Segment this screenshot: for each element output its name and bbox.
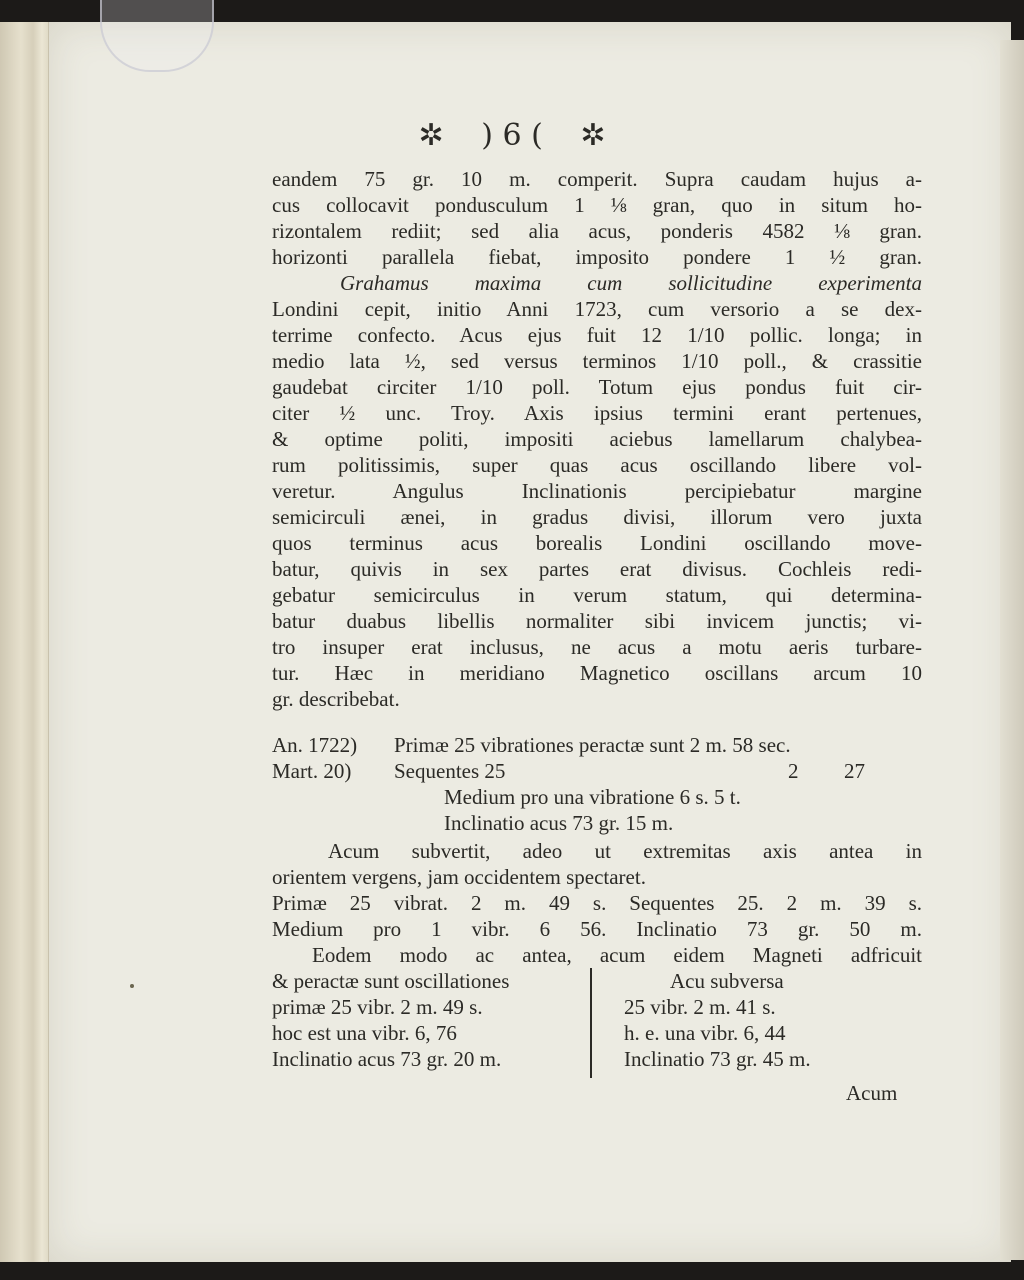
table-left-cell: hoc est una vibr. 6, 76 (272, 1021, 457, 1045)
table-left-cell: Inclinatio acus 73 gr. 20 m. (272, 1047, 502, 1071)
text-line: Eodem modo ac antea, acum eidem Magneti adfricuit (312, 943, 922, 967)
text-line: batur duabus libellis normaliter sibi invicem junctis; vi- (272, 609, 922, 633)
page-number: ) 6 ( (481, 118, 543, 153)
table-right-cell: Inclinatio 73 gr. 45 m. (624, 1047, 811, 1071)
table-right-cell: h. e. una vibr. 6, 44 (624, 1021, 786, 1045)
body-text (272, 166, 922, 726)
text-line: quos terminus acus borealis Londini oscillando move- (272, 531, 922, 555)
obs-row-2-min: 2 (788, 759, 799, 783)
text-line: citer ½ unc. Troy. Axis ipsius termini erant pertenues, (272, 401, 922, 425)
comparison-table (272, 968, 922, 1078)
obs-row-2-sec: 27 (844, 759, 865, 783)
right-page-edge (1000, 40, 1024, 1260)
text-line: medio lata ½, sed versus terminos 1/10 poll., & crassitie (272, 349, 922, 373)
text-line: veretur. Angulus Inclinationis percipiebatur margine (272, 479, 922, 503)
table-divider (590, 968, 592, 1078)
table-right-cell: 25 vibr. 2 m. 41 s. (624, 995, 776, 1019)
text-line: Acum subvertit, adeo ut extremitas axis antea in (328, 839, 922, 863)
text-line: semicirculi ænei, in gradus divisi, illorum vero juxta (272, 505, 922, 529)
catchword: Acum (846, 1081, 898, 1105)
text-line: Medium pro 1 vibr. 6 56. Inclinatio 73 gr. 50 m. (272, 917, 922, 941)
ornament-left: ✲ (418, 118, 444, 153)
obs-left-label: An. 1722) (272, 733, 358, 757)
table-left-cell: primæ 25 vibr. 2 m. 49 s. (272, 995, 483, 1019)
table-left-cell: & peractæ sunt oscillationes (272, 969, 510, 993)
paper-speck (130, 984, 134, 988)
text-line: rum politissimis, super quas acus oscillando libere vol- (272, 453, 922, 477)
text-line: horizonti parallela fiebat, imposito pondere 1 ½ gran. (272, 245, 922, 269)
text-line: tro insuper erat inclusus, ne acus a motu aeris turbare- (272, 635, 922, 659)
text-line: gaudebat circiter 1/10 poll. Totum ejus pondus fuit cir- (272, 375, 922, 399)
catchword-area (272, 1080, 922, 1106)
obs-row-1: Primæ 25 vibrationes peractæ sunt 2 m. 58 sec. (394, 733, 791, 757)
text-line: batur, quivis in sex partes erat divisus. Cochleis redi- (272, 557, 922, 581)
text-line: Grahamus maxima cum sollicitudine experimenta (340, 271, 922, 295)
text-line: & optime politi, impositi aciebus lamellarum chalybea- (272, 427, 922, 451)
table-right-cell: Acu subversa (670, 969, 784, 993)
obs-row-3: Medium pro una vibratione 6 s. 5 t. (444, 785, 741, 809)
obs-left-label: Mart. 20) (272, 759, 352, 783)
ornament-right: ✲ (580, 118, 606, 153)
text-line: terrime confecto. Acus ejus fuit 12 1/10 pollic. longa; in (272, 323, 922, 347)
text-line: rizontalem rediit; sed alia acus, ponderis 4582 ⅛ gran. (272, 219, 922, 243)
text-line: gebatur semicirculus in verum statum, qui determina- (272, 583, 922, 607)
text-line: Primæ 25 vibrat. 2 m. 49 s. Sequentes 25. 2 m. 39 s. (272, 891, 922, 915)
text-line: Londini cepit, initio Anni 1723, cum versorio a se dex- (272, 297, 922, 321)
text-line: gr. describebat. (272, 687, 400, 711)
text-line: eandem 75 gr. 10 m. comperit. Supra caudam hujus a- (272, 167, 922, 191)
text-line: orientem vergens, jam occidentem spectaret. (272, 865, 646, 889)
page-header (0, 118, 1024, 158)
obs-row-4: Inclinatio acus 73 gr. 15 m. (444, 811, 674, 835)
subsequent-text (272, 838, 922, 968)
text-line: cus collocavit pondusculum 1 ⅛ gran, quo in situm ho- (272, 193, 922, 217)
obs-row-2: Sequentes 25 (394, 759, 506, 783)
observation-block (272, 732, 922, 842)
text-line: tur. Hæc in meridiano Magnetico oscillans arcum 10 (272, 661, 922, 685)
